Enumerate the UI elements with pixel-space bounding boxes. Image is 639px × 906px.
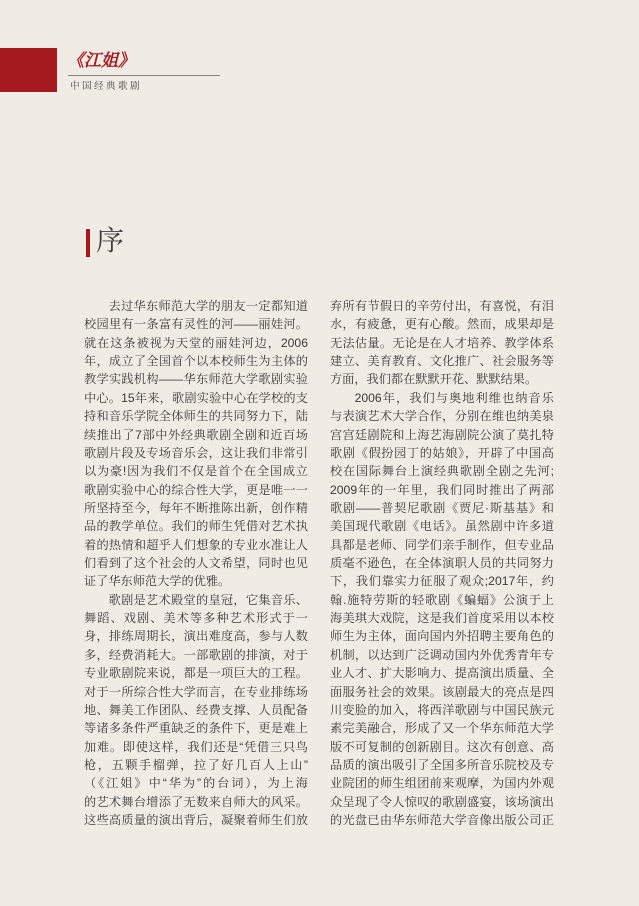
body-line: 素完美融合，形成了又一个华东师范大学 [330, 721, 554, 736]
body-line: 宫宫廷剧院和上海艺海剧院公演了莫扎特 [330, 427, 554, 442]
body-line: 业人才、扩大影响力、提高演出质量、全 [330, 666, 554, 681]
body-line: 续推出了7部中外经典歌剧全剧和近百场 [84, 427, 308, 442]
body-line: 海美琪大戏院，这是我们首度采用以本校 [330, 611, 554, 626]
body-line: 们看到了这个社会的人文希望，同时也见 [84, 556, 308, 571]
body-line: 去过华东师范大学的朋友一定都知道 [108, 299, 308, 313]
body-line: 年，成立了全国首个以本校师生为主体的 [84, 354, 308, 369]
body-line: 无法估量。无论是在人才培养、教学体系 [330, 335, 554, 350]
body-line: 校园里有一条富有灵性的河——丽娃河。 [84, 317, 308, 332]
left-column [84, 297, 308, 829]
body-line: 以为豪!因为我们不仅是首个在全国成立 [84, 464, 308, 479]
body-line: 证了华东师范大学的优雅。 [84, 574, 231, 589]
body-line: 着的热情和超乎人们想象的专业水准让人 [84, 537, 308, 552]
body-line: 这些高质量的演出背后，凝聚着师生们放 [84, 813, 308, 828]
body-line: 校在国际舞台上演经典歌剧全剧之先河; [330, 464, 554, 479]
body-line: 等诸多条件严重缺乏的条件下，更是难上 [84, 721, 308, 736]
body-line: 面服务社会的效果。该剧最大的亮点是四 [330, 684, 554, 699]
body-line: 枪，五颗手榴弹，拉了好几百人上山” [84, 757, 308, 772]
body-line: 品的教学单位。我们的师生凭借对艺术执 [84, 519, 308, 534]
body-line: 就在这条被视为天堂的丽娃河边，2006 [84, 335, 308, 350]
book-title: 《江姐》 [67, 51, 135, 70]
body-line: 持和音乐学院全体师生的共同努力下，陆 [84, 409, 308, 424]
body-line: 的光盘已由华东师范大学音像出版公司正 [330, 813, 554, 828]
red-corner-block [0, 48, 57, 92]
body-line: 歌剧片段及专场音乐会，这让我们非常引 [84, 445, 308, 460]
body-line: 众呈现了令人惊叹的歌剧盛宴，该场演出 [330, 794, 554, 809]
body-line: 方面，我们都在默默开花、默默结果。 [330, 372, 538, 387]
body-line: 加难。即使这样，我们还是“凭借三只鸟 [84, 739, 308, 754]
body-line: 的艺术舞台增添了无数来自师大的风采。 [84, 794, 308, 809]
body-line: 2006年，我们与奥地利维也纳音乐 [354, 390, 554, 405]
body-line: 歌剧——普契尼歌剧《贾尼·斯基基》和 [330, 500, 554, 515]
right-column [330, 297, 554, 829]
body-line: 机制，以达到广泛调动国内外优秀青年专 [330, 647, 554, 662]
body-line: 美国现代歌剧《电话》。虽然剧中许多道 [330, 519, 554, 534]
paragraph [84, 297, 308, 591]
body-line: 与表演艺术大学合作，分别在维也纳美泉 [330, 409, 554, 424]
body-line: 翰.施特劳斯的轻歌剧《蝙蝠》公演于上 [330, 592, 554, 607]
series-subtitle: 中国经典歌剧 [70, 81, 142, 92]
paragraph [330, 389, 554, 830]
body-line: 2009年的一年里，我们同时推出了两部 [330, 482, 554, 497]
body-line: 师生为主体，面向国内外招聘主要角色的 [330, 629, 554, 644]
body-line: 弃所有节假日的辛劳付出，有喜悦，有泪 [330, 299, 554, 313]
body-line: 地、舞美工作团队、经费支撑、人员配备 [84, 702, 308, 717]
paragraph [330, 297, 554, 389]
body-line: 下，我们靠实力征服了观众;2017年，约 [330, 574, 554, 589]
body-line: 建立、美育教育、文化推广、社会服务等 [330, 354, 554, 369]
section-heading: 序 [96, 226, 125, 257]
body-line: 歌剧是艺术殿堂的皇冠，它集音乐、 [108, 592, 308, 607]
body-line: 歌剧实验中心的综合性大学，更是唯一一 [84, 482, 308, 497]
body-line: 品质的演出吸引了全国多所音乐院校及专 [330, 757, 554, 772]
body-line: 对于一所综合性大学而言，在专业排练场 [84, 684, 308, 699]
title-divider [68, 75, 220, 76]
body-line: 专业歌剧院来说，都是一项巨大的工程。 [84, 666, 308, 681]
body-line: 川变脸的加入，将西洋歌剧与中国民族元 [330, 702, 554, 717]
body-line: 所坚持至今，每年不断推陈出新，创作精 [84, 500, 308, 515]
body-line: 歌剧《假扮园丁的姑娘》，开辟了中国高 [330, 445, 554, 460]
body-line: 身，排练周期长，演出难度高，参与人数 [84, 629, 308, 644]
body-line: 质毫不逊色，在全体演职人员的共同努力 [330, 556, 554, 571]
body-line: 教学实践机构——华东师范大学歌剧实验 [84, 372, 308, 387]
paragraph [84, 591, 308, 830]
body-line: 版不可复制的创新剧目。这次有创意、高 [330, 739, 554, 754]
body-line: 舞蹈、戏剧、美术等多种艺术形式于一 [84, 611, 308, 626]
heading-accent-bar [86, 229, 90, 257]
body-line: 水，有疲惫，更有心酸。然而，成果却是 [330, 317, 554, 332]
body-line: 具都是老师、同学们亲手制作，但专业品 [330, 537, 554, 552]
body-line: （《江姐》中“华为”的台词），为上海 [84, 776, 308, 791]
body-line: 中心。15年来，歌剧实验中心在学校的支 [84, 390, 308, 405]
body-line: 多，经费消耗大。一部歌剧的排演，对于 [84, 647, 308, 662]
body-line: 业院团的师生组团前来观摩，为国内外观 [330, 776, 554, 791]
